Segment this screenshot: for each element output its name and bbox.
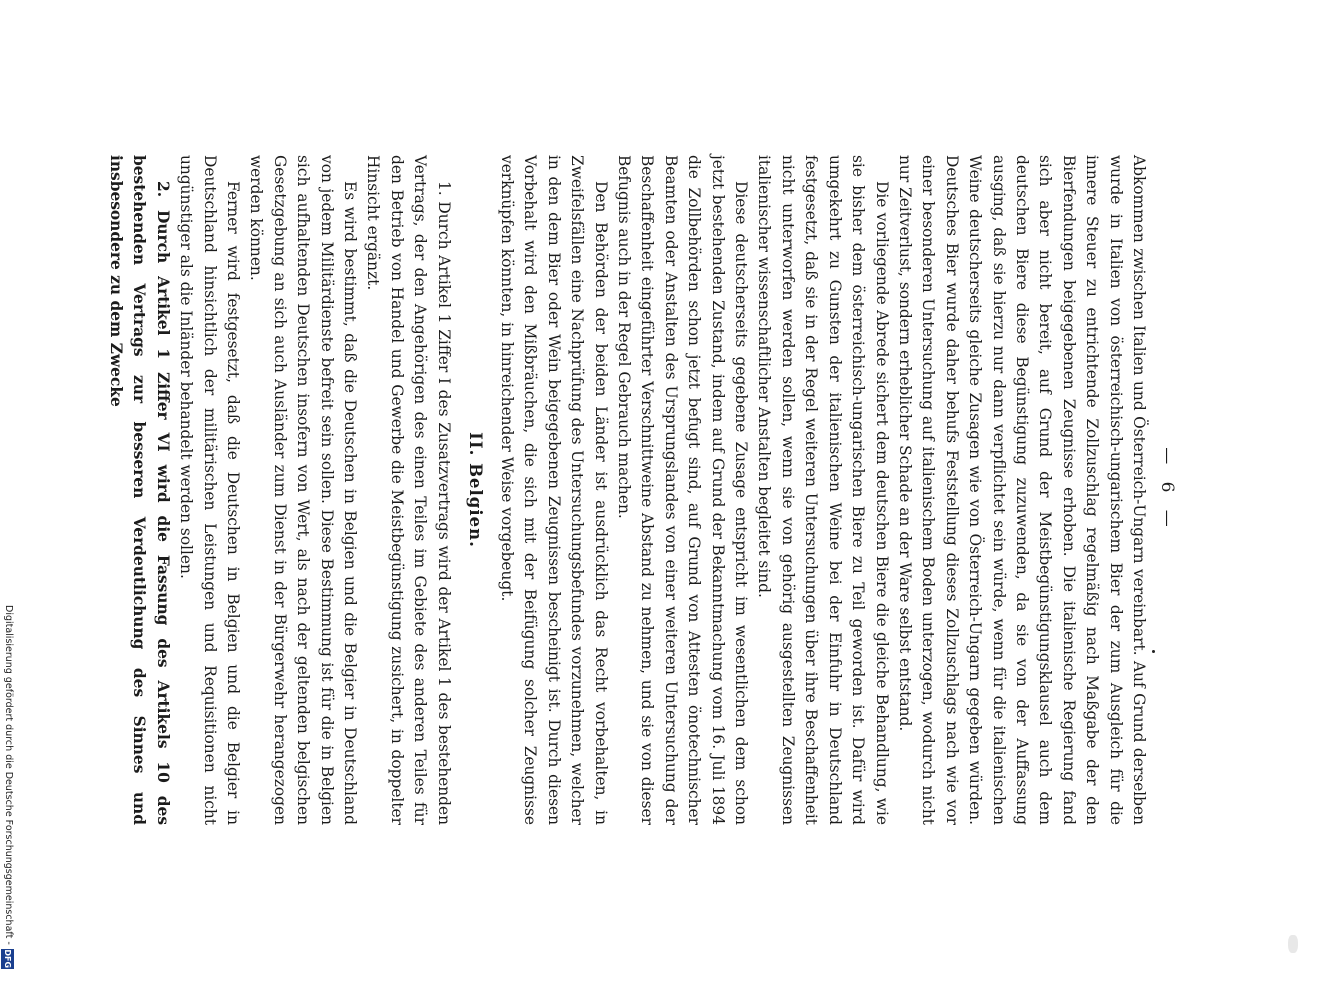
- section-heading-belgium: II. Belgien.: [465, 432, 485, 548]
- digitization-credit: [0, 605, 16, 995]
- paragraph-intro: Abkommen zwischen Italien und Österreich-Ungarn vereinbart. Auf Grund derselben wurde in Italien von österreichisch-ungarischem Bier der zum Ausgleich für die innere Steuer zu entrichtende Zollzuschlag regelmäßig nach Maßgabe der den Bierfendungen beigegebenen Zeugnisse erhoben. Die italienische Regierung fand sich aber nicht bereit, auf Grund der Meistbegünstigungsklausel auch dem deutschen Biere diese Begünstigung zuzuwenden, da sie von der Auffassung ausging, daß sie hierzu nur dann verpflichtet sein würde, wenn für die italienischen Weine deutscherseits gleiche Zusagen wie von Österreich-Ungarn gegeben würden. Deutsches Bier wurde daher behufs Feststellung dieses Zollzuschlags nach wie vor einer besonderen Untersuchung auf italienischem Boden unterzogen, wodurch nicht nur Zeitverlust, sondern erheblicher Schade an der Ware selbst entstand.: [895, 155, 1148, 825]
- digitization-credit-text: Digitalisierung gefördert durch die Deutsche Forschungsgemeinschaft -: [3, 605, 14, 945]
- paragraph-article-1: 1. Durch Artikel 1 Ziffer I des Zusatzvertrags wird der Artikel 1 des bestehenden Vertrags, der den Angehörigen des einen Teiles im Gebiete des anderen Teiles für den Betrieb von Handel und Gewerbe die Meistbegünstigung zusichert, in doppelter Hinsicht ergänzt.: [364, 155, 453, 825]
- paragraph-article-10: 2. Durch Artikel 1 Ziffer VI wird die Fassung des Artikels 10 des bestehenden Vertrags zur besseren Verdeutlichung des Sinnes und insbesondere zu dem Zwecke: [106, 155, 172, 825]
- scan-stain: [1288, 935, 1298, 953]
- page-number: — 6 —: [1157, 447, 1177, 533]
- paragraph-authorities: Den Behörden der beiden Länder ist ausdrücklich das Recht vorbehalten, in Zweifelsfällen eine Nachprüfung des Untersuchungsbefundes vorzunehmen, welcher in den dem Bier oder Wein beigegebenen Zeugnissen bescheinigt ist. Durch diesen Vorbehalt wird den Mißbräuchen, die sich mit der Beifügung solcher Zeugnisse verknüpfen könnten, in hinreichender Weise vorgebeugt.: [498, 155, 610, 825]
- paragraph-military-service: Es wird bestimmt, daß die Deutschen in Belgien und die Belgier in Deutschland von jedem Militärdienste befreit sein sollen. Diese Bestimmung ist für die in Belgien sich aufhaltenden Deutschen insofern von Wert, als nach der geltenden belgischen Gesetzgebung an sich auch Ausländer zum Dienst in der Bürgerwehr herangezogen werden können.: [247, 155, 359, 825]
- scan-speck: [1152, 650, 1155, 653]
- paragraph-requisitions: Ferner wird festgesetzt, daß die Deutschen in Belgien und die Belgier in Deutschland hinsichtlich der militärischen Leistungen und Requisitionen nicht ungünstiger als die Inländer behandelt werden sollen.: [177, 155, 242, 825]
- paragraph-existing-state: Diese deutscherseits gegebene Zusage entspricht im wesentlichen dem schon jetzt bestehenden Zustand, indem auf Grund der Bekanntmachung vom 16. Juli 1894 die Zollbehörden schon jetzt befugt sind, auf Grund von Attesten önotechnischer Beamten oder Anstalten des Ursprungslandes von einer weiteren Untersuchung der Beschaffenheit eingeführter Verschnittweine Abstand zu nehmen, und sie von dieser Befugnis auch in der Regel Gebrauch machen.: [615, 155, 751, 825]
- paragraph-agreement: Die vorliegende Abrede sichert dem deutschen Biere die gleiche Behandlung, wie sie bisher dem österreichisch-ungarischen Biere zu Teil geworden ist. Dafür wird umgekehrt zu Gunsten der italienischen Weine bei der Einfuhr in Deutschland festgesetzt, daß sie in der Regel weiteren Untersuchungen über ihre Beschaffenheit nicht unterworfen werden sollen, wenn sie von gehörig ausgestellten Zeugnissen italienischer wissenschaftlicher Anstalten begleitet sind.: [755, 155, 891, 825]
- document-page: [106, 155, 1182, 825]
- dfg-logo-icon: DFG: [3, 949, 13, 969]
